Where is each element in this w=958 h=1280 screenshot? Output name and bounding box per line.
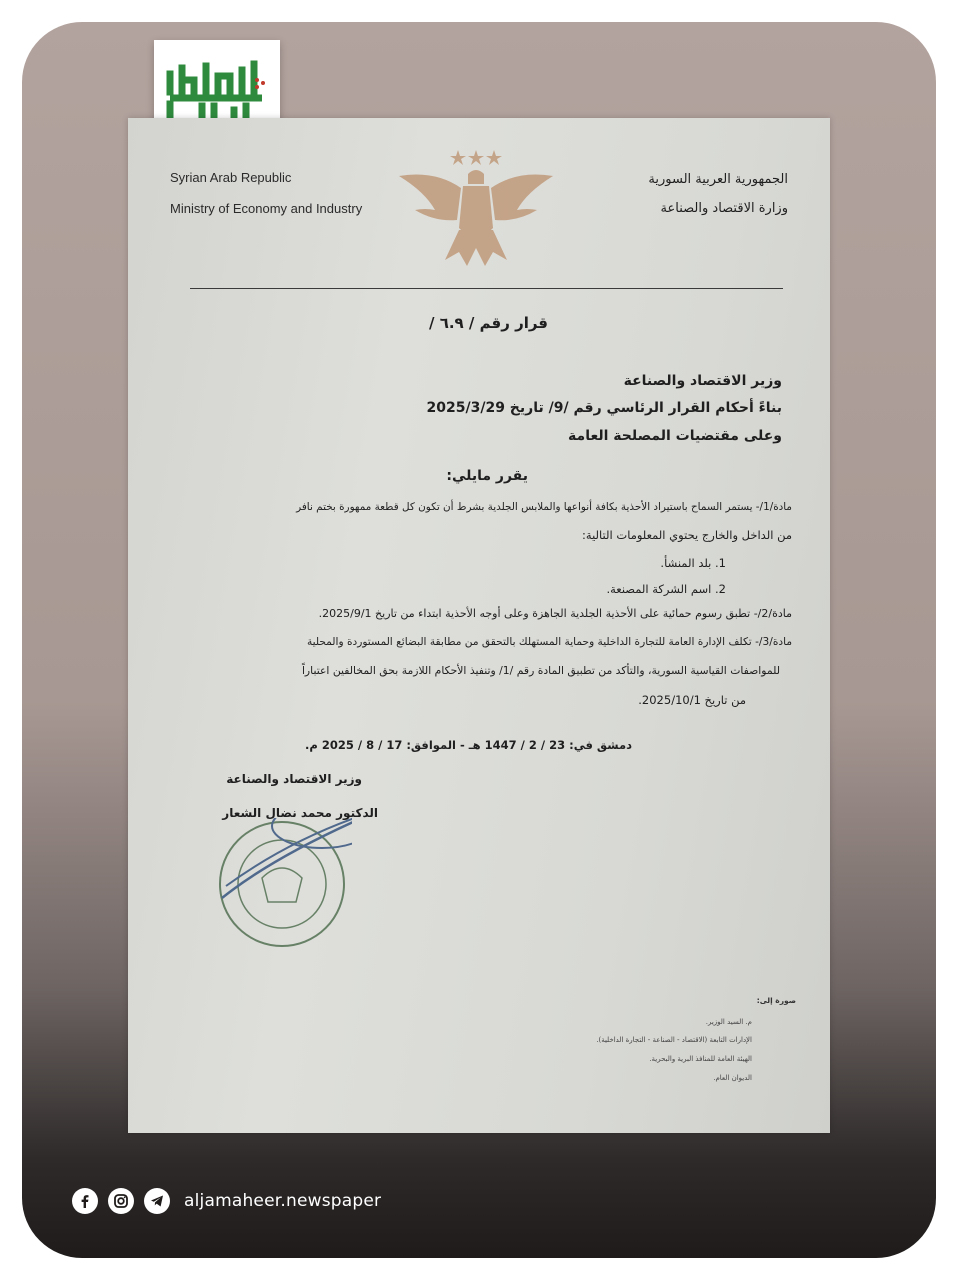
letterhead-en-country: Syrian Arab Republic — [170, 170, 292, 185]
facebook-icon[interactable] — [72, 1188, 98, 1214]
decision-number: قرار رقم / ٦.٩ / — [428, 314, 548, 332]
article-1-item-2: 2. اسم الشركة المصنعة. — [606, 582, 726, 596]
copies-item-2: الإدارات التابعة (الاقتصاد - الصناعة - التجارة الداخلية). — [596, 1036, 752, 1044]
copies-item-4: الديوان العام. — [713, 1074, 752, 1082]
copies-item-1: م. السيد الوزير. — [705, 1018, 752, 1026]
letterhead-ar-ministry: وزارة الاقتصاد والصناعة — [660, 201, 788, 216]
public-interest: وعلى مقتضيات المصلحة العامة — [568, 428, 782, 444]
social-footer — [72, 1188, 381, 1214]
article-3-line-1: مادة/3/- تكلف الإدارة العامة للتجارة الداخلية وحماية المستهلك بالتحقق من مطابقة البضائع المستوردة والمحلية — [306, 636, 792, 648]
article-1-line-1: مادة/1/- يستمر السماح باستيراد الأحذية بكافة أنواعها والملابس الجلدية بشرط أن تكون كل قطعة ممهورة بختم نافر — [296, 501, 792, 513]
copies-item-3: الهيئة العامة للمنافذ البرية والبحرية. — [649, 1055, 752, 1063]
minister-title: وزير الاقتصاد والصناعة — [623, 373, 782, 389]
instagram-icon[interactable] — [108, 1188, 134, 1214]
article-1-item-1: 1. بلد المنشأ. — [660, 556, 726, 570]
eagle-emblem-icon — [395, 148, 557, 270]
social-handle[interactable]: aljamaheer.newspaper — [184, 1191, 382, 1211]
article-3-line-3: من تاريخ 2025/10/1. — [638, 693, 746, 707]
article-1-line-2: من الداخل والخارج يحتوي المعلومات التالية: — [582, 528, 792, 542]
article-3-line-2: للمواصفات القياسية السورية، والتأكد من تطبيق المادة رقم /1/ وتنفيذ الأحكام اللازمة بحق المخالفين اعتباراً — [301, 664, 780, 677]
telegram-icon[interactable] — [144, 1188, 170, 1214]
article-2: مادة/2/- تطبق رسوم حمائية على الأحذية الجلدية الجاهزة وعلى أوجه الأحذية ابتداء من تاريخ 2025/9/1. — [318, 607, 792, 620]
ministry-seal-icon — [212, 818, 352, 948]
copies-title: صورة إلى: — [756, 996, 796, 1005]
signer-title: وزير الاقتصاد والصناعة — [226, 772, 362, 786]
signer-name: الدكتور محمد نضال الشعار — [222, 806, 378, 820]
letterhead-ar-country: الجمهورية العربية السورية — [648, 172, 788, 187]
legal-basis: بناءً أحكام القرار الرئاسي رقم /9/ تاريخ 2025/3/29 — [426, 400, 782, 416]
letterhead-en-ministry: Ministry of Economy and Industry — [170, 201, 363, 216]
seal-text: الجمهورية العربية السورية - وزارة الاقتصاد والصناعة — [282, 946, 304, 947]
decision-document — [128, 118, 830, 1133]
issue-date: دمشق في: 23 / 2 / 1447 هـ - الموافق: 17 / 8 / 2025 م. — [305, 738, 632, 752]
header-divider — [190, 288, 783, 289]
decides-heading: يقرر مايلي: — [446, 468, 528, 484]
